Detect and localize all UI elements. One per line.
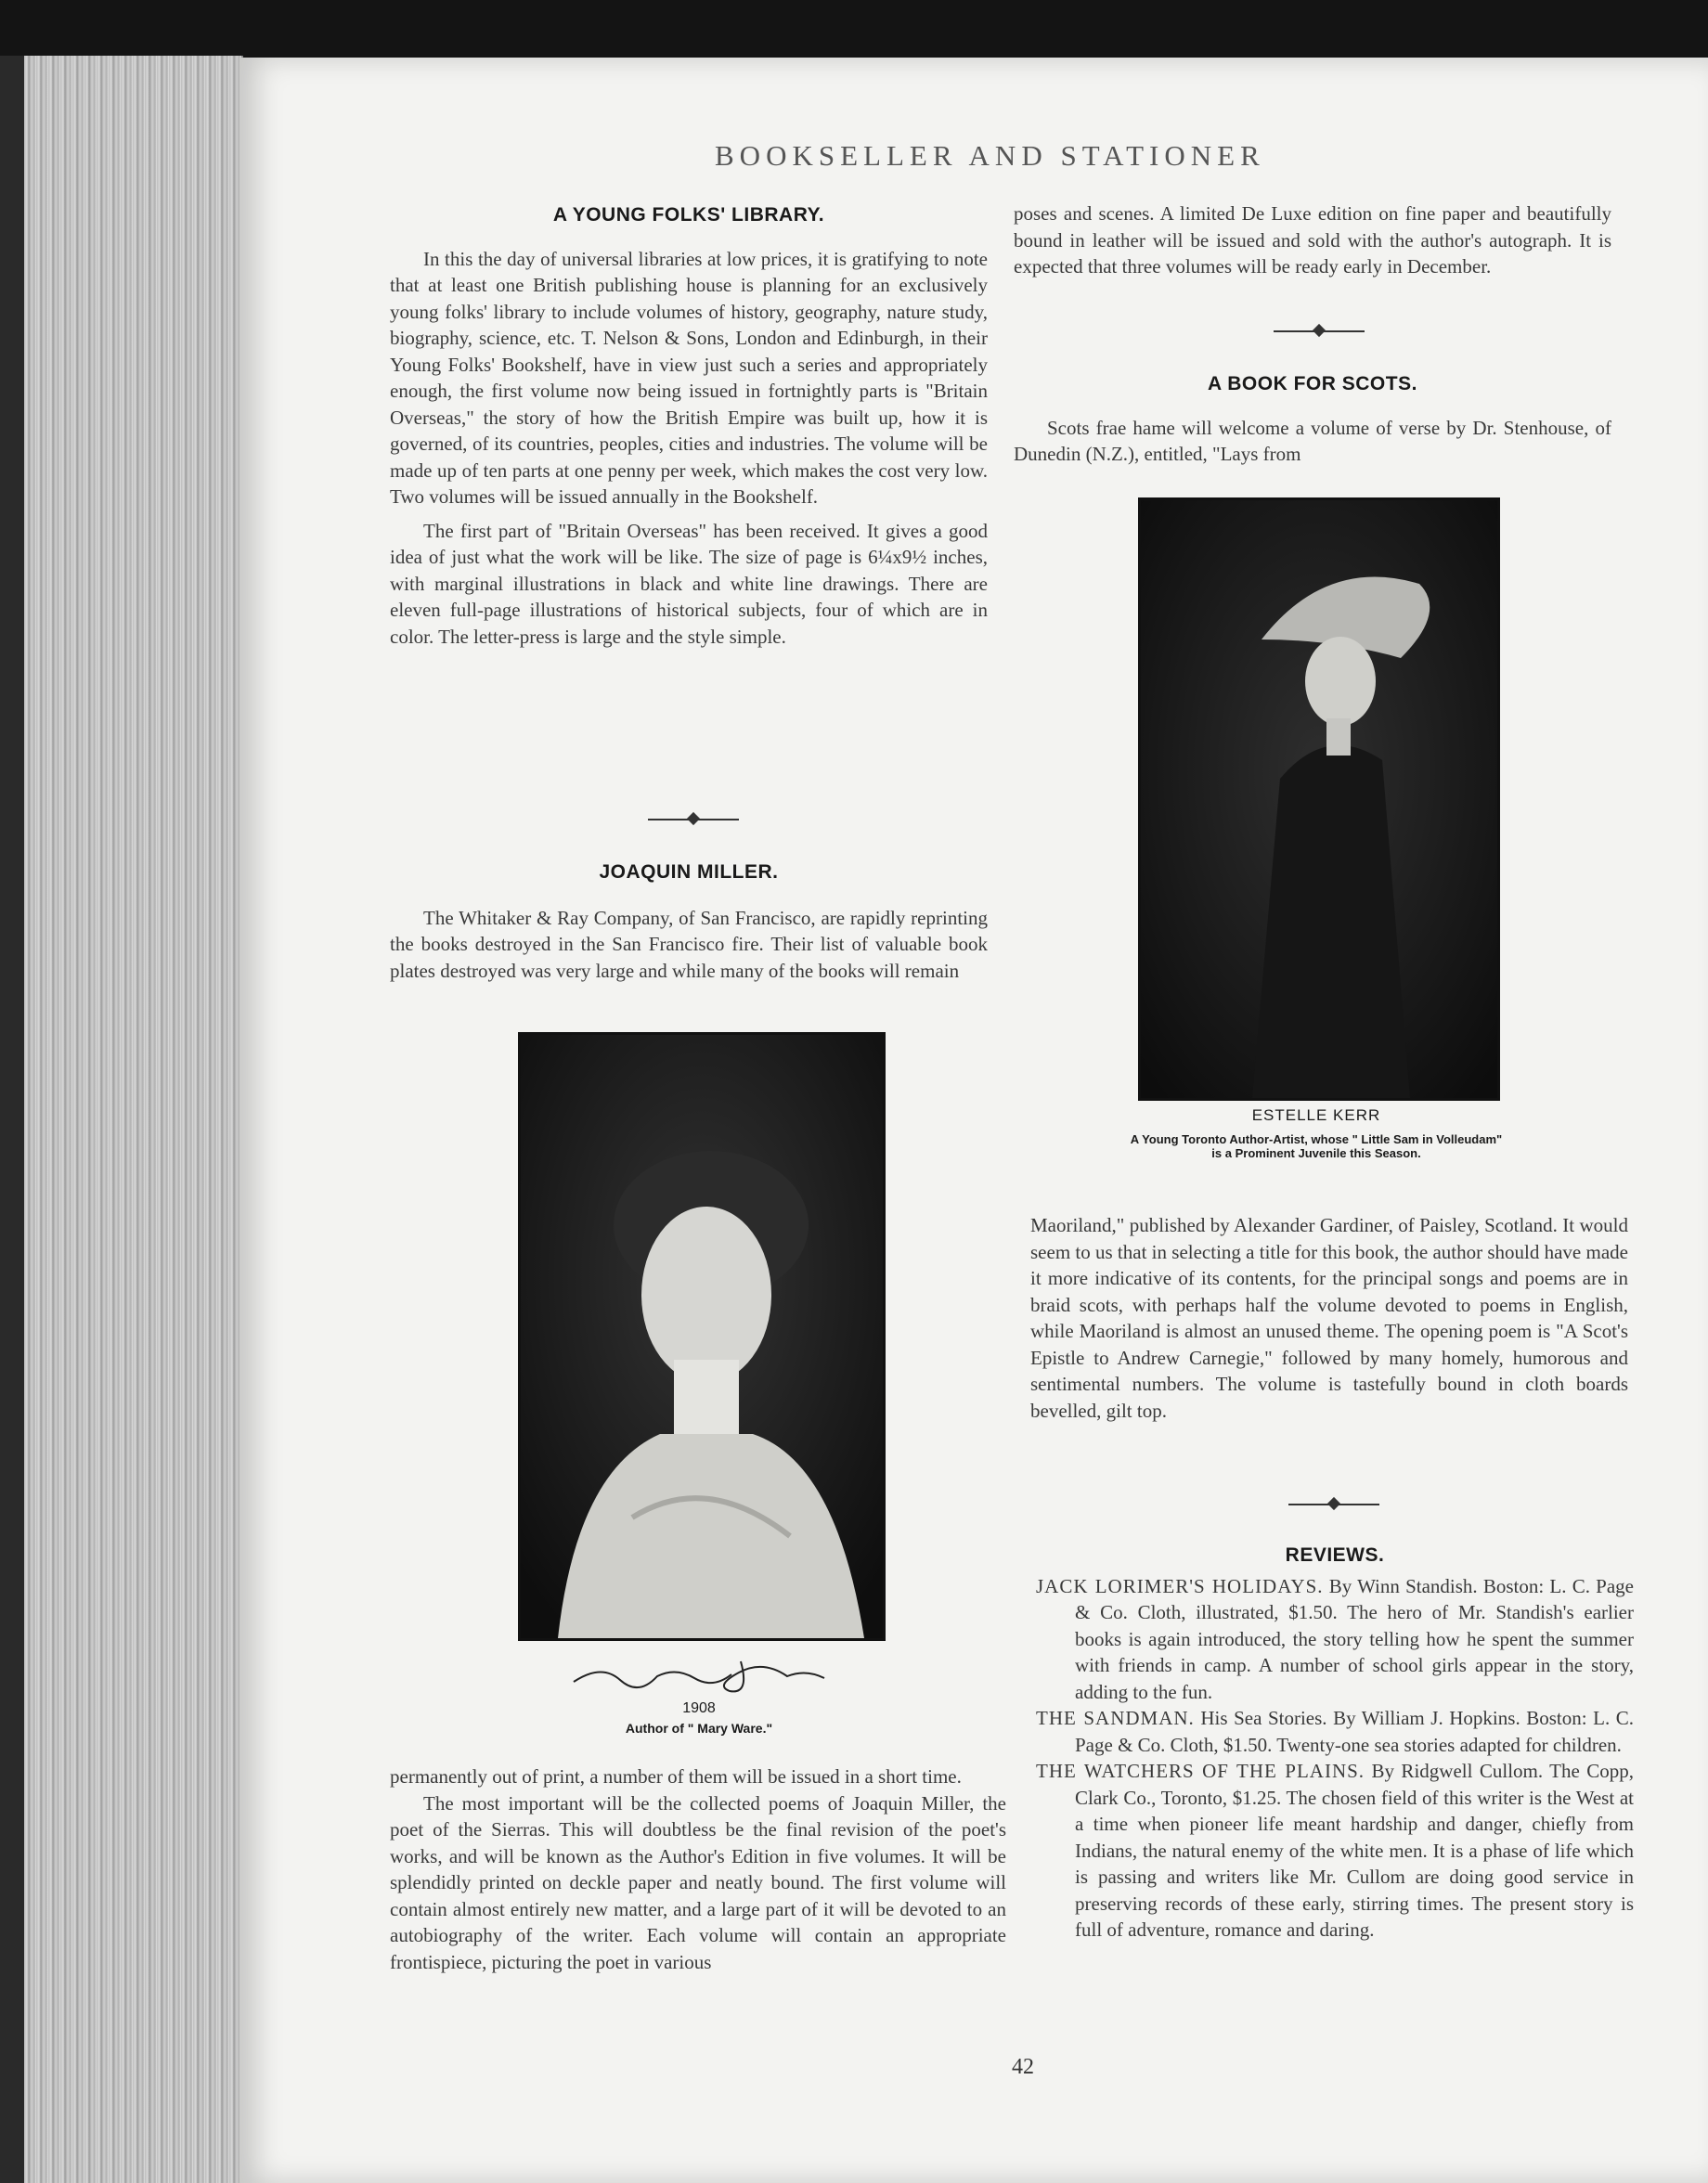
article-young-folks	[390, 202, 988, 650]
young-folks-para-2: The first part of "Britain Overseas" has been received. It gives a good idea of just what the work will be like. The size of page is 6¼x9½ inches, with marginal illustrations in black and white line drawings. There are eleven full-page illustrations of historical subjects, four of which are in color. The letter-press is large and the style simple.	[390, 519, 988, 648]
review-item	[1036, 1705, 1634, 1758]
portrait-image	[521, 1035, 883, 1638]
review-title: THE SANDMAN.	[1036, 1707, 1195, 1729]
scots-para-1: Scots frae hame will welcome a volume of verse by Dr. Stenhouse, of Dunedin (N.Z.), entitled, "Lays from	[1014, 416, 1611, 465]
column-2-continuation	[1014, 200, 1611, 280]
scots-para-1-cont: Maoriland," published by Alexander Gardiner, of Paisley, Scotland. It would seem to us that in selecting a title for this book, the author should have made it more indicative of its contents, for the principal songs and poems are in braid scots, with perhaps half the volume devoted to poems in English, while Maoriland is almost an unused theme. The opening poem is "A Scot's Epistle to Andrew Carnegie," followed by many homely, humorous and sentimental numbers. The volume is tastefully bound in cloth boards bevelled, gilt top.	[1030, 1214, 1628, 1422]
portrait-estelle-kerr	[1138, 497, 1500, 1101]
heading-reviews: REVIEWS.	[1285, 1544, 1385, 1566]
portrait-annie-fellows-johnston	[518, 1032, 886, 1641]
joaquin-continued-para: poses and scenes. A limited De Luxe edition on fine paper and beautifully bound in leather will be issued and sold with the author's autograph. It is expected that three volumes will be ready early in December.	[1014, 202, 1611, 278]
joaquin-para-1-cont: permanently out of print, a number of them will be issued in a short time.	[390, 1765, 962, 1788]
johnston-caption-block	[518, 1654, 880, 1736]
book-edge-shadow	[0, 56, 24, 2183]
signature-icon	[518, 1654, 880, 1695]
scots-continued	[1030, 1212, 1628, 1424]
reviews-section	[1036, 1543, 1634, 1944]
running-head: BOOKSELLER AND STATIONER	[715, 139, 1265, 172]
kerr-caption-line-2: is a Prominent Juvenile this Season.	[1211, 1146, 1421, 1160]
heading-young-folks: A YOUNG FOLKS' LIBRARY.	[552, 204, 825, 226]
heading-joaquin-miller: JOAQUIN MILLER.	[599, 861, 779, 883]
scan-background	[0, 0, 1708, 63]
section-divider-ornament	[648, 819, 739, 820]
page-number: 42	[1012, 2055, 1034, 2079]
joaquin-para-1: The Whitaker & Ray Company, of San Francisco, are rapidly reprinting the books destroyed in the San Francisco fire. Their list of valuable book plates destroyed was very large and while many of the books will remain	[390, 906, 988, 982]
review-body: By Ridgwell Cullom. The Copp, Clark Co., Toronto, $1.25. The chosen field of this writer is the West at a time when pioneer life meant hardship and danger, chiefly from Indians, the natural enemy of the white men. It is a phase of life which is passing and writers like Mr. Cullom are doing good service in preserving records of these early, stirring times. The present story is full of adventure, romance and daring.	[1075, 1760, 1635, 1941]
kerr-caption-line-1: A Young Toronto Author-Artist, whose " Little Sam in Volleudam"	[1130, 1132, 1503, 1146]
review-body: By Winn Standish. Boston: L. C. Page & Co. Cloth, illustrated, $1.50. The hero of Mr. Standish's earlier books is again introduced, the story telling how he spent the summer with friends in camp. A number of school girls appear in the story, adding to the fun.	[1075, 1574, 1634, 1703]
review-title: THE WATCHERS OF THE PLAINS.	[1036, 1760, 1365, 1782]
review-item	[1036, 1573, 1634, 1706]
review-title: JACK LORIMER'S HOLIDAYS.	[1036, 1574, 1324, 1597]
section-divider-ornament	[1288, 1504, 1379, 1505]
article-joaquin-miller	[390, 859, 988, 984]
review-body: His Sea Stories. By William J. Hopkins. Boston: L. C. Page & Co. Cloth, $1.50. Twenty-one sea stories adapted for children.	[1075, 1707, 1635, 1756]
section-divider-ornament	[1274, 330, 1365, 332]
johnston-caption: Author of " Mary Ware."	[625, 1721, 773, 1736]
book-page-edges	[0, 56, 243, 2183]
portrait-year: 1908	[682, 1700, 716, 1716]
review-item	[1036, 1758, 1634, 1944]
review-list	[1036, 1573, 1634, 1944]
heading-book-for-scots: A BOOK FOR SCOTS.	[1208, 373, 1417, 394]
portrait-image	[1141, 500, 1497, 1098]
signature-annie-fellows-johnston	[518, 1654, 880, 1695]
joaquin-continued	[390, 1763, 1006, 1975]
kerr-caption-block	[1030, 1106, 1602, 1160]
young-folks-para-1: In this the day of universal libraries at low prices, it is gratifying to note that at least one British publishing house is planning for an exclusively young folks' library to include volumes of history, geography, nature study, biography, science, etc. T. Nelson & Sons, London and Edinburgh, in their Young Folks' Bookshelf, have in view just such a series and appropriately enough, the first volume now being issued in fortnightly parts is "Britain Overseas," the story of how the British Empire was built up, how it is governed, of its countries, peoples, cities and industries. The volume will be made up of ten parts at one penny per week, which makes the cost very low. Two volumes will be issued annually in the Bookshelf.	[390, 247, 988, 508]
article-scots	[1014, 371, 1611, 468]
joaquin-para-2: The most important will be the collected poems of Joaquin Miller, the poet of the Sierras. This will doubtless be the final revision of the poet's works, and will be known as the Author's Edition in five volumes. It will be splendidly printed on deckle paper and neatly bound. The first volume will contain almost entirely new matter, and a large part of it will be devoted to an autobiography of the writer. Each volume will contain an appropriate frontispiece, picturing the poet in various	[390, 1791, 1006, 1973]
kerr-name: ESTELLE KERR	[1251, 1106, 1381, 1124]
